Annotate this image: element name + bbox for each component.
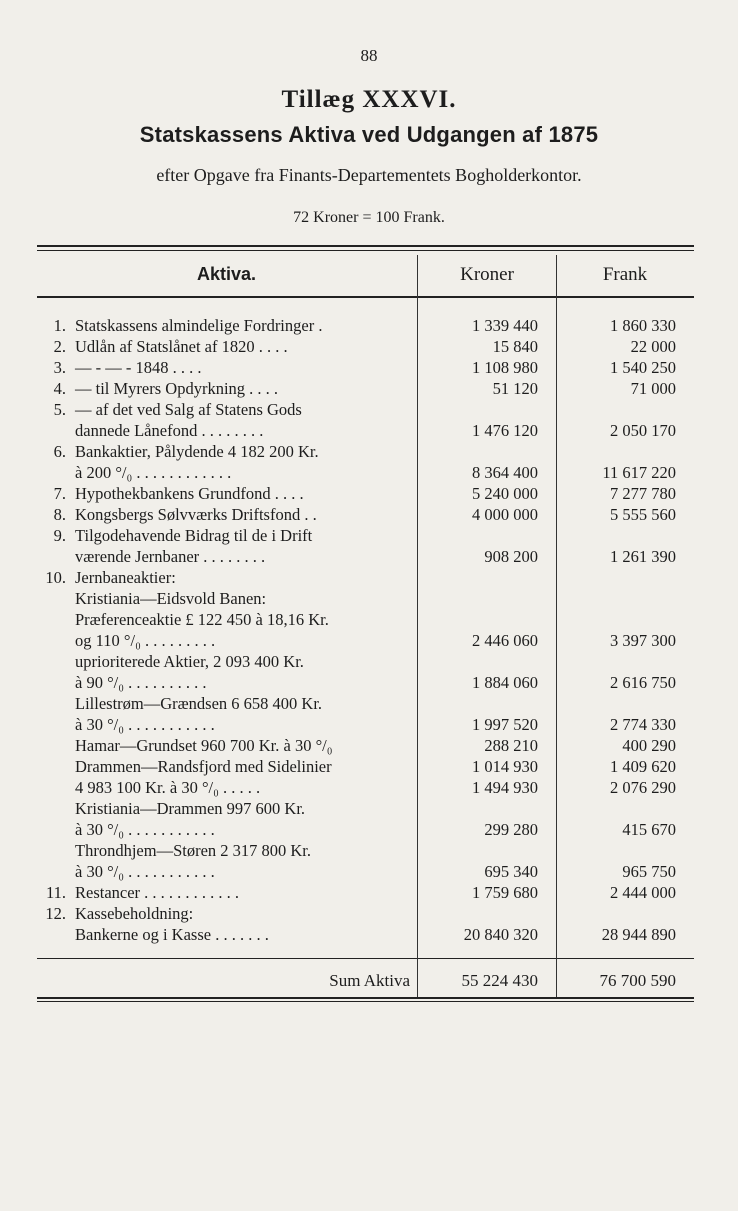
row-kroner: 1 759 680 (472, 883, 538, 902)
row-description: — til Myrers Opdyrkning . . . . (75, 379, 279, 398)
row-number: 5. (53, 400, 66, 419)
subheading: efter Opgave fra Finants-Departementets Bogholderkontor. (156, 165, 582, 185)
row-kroner: 4 000 000 (472, 505, 538, 524)
page-title: Statskassens Aktiva ved Udgangen af 1875 (139, 122, 599, 147)
row-number: 10. (45, 568, 66, 587)
row-description: — af det ved Salg af Statens Gods (75, 400, 302, 419)
table-row (0, 504, 738, 525)
table-row (0, 315, 738, 336)
table-row (0, 819, 738, 840)
row-frank: 3 397 300 (610, 631, 676, 650)
table-row (0, 903, 738, 924)
row-description: Throndhjem—Støren 2 317 800 Kr. (75, 841, 312, 860)
row-kroner: 1 884 060 (472, 673, 538, 692)
row-frank: 415 670 (622, 820, 676, 839)
row-description: værende Jernbaner . . . . . . . . (75, 547, 266, 566)
row-number: 8. (53, 505, 66, 524)
row-frank: 71 000 (630, 379, 676, 398)
row-frank: 1 409 620 (610, 757, 676, 776)
appendix-title: Tillæg XXXVI. (281, 86, 457, 113)
row-kroner: 1 494 930 (472, 778, 538, 797)
row-kroner: 20 840 320 (463, 925, 538, 944)
row-number: 6. (53, 442, 66, 461)
row-frank: 2 076 290 (610, 778, 676, 797)
row-frank: 28 944 890 (601, 925, 676, 944)
row-description: Drammen—Randsfjord med Sidelinier (75, 757, 332, 776)
row-description: og 110 °/₀ . . . . . . . . . (75, 631, 216, 650)
page-number: 88 (360, 46, 378, 65)
row-frank: 5 555 560 (610, 505, 676, 524)
row-frank: 1 540 250 (610, 358, 676, 377)
table-row (0, 462, 738, 483)
row-description: Kristiania—Eidsvold Banen: (75, 589, 267, 608)
bottom-double-rule-1 (37, 997, 694, 999)
column-header-frank: Frank (602, 264, 648, 285)
bottom-double-rule-2 (37, 1001, 694, 1002)
row-kroner: 2 446 060 (472, 631, 538, 650)
table-row (0, 861, 738, 882)
row-description: Kristiania—Drammen 997 600 Kr. (75, 799, 306, 818)
row-description: Restancer . . . . . . . . . . . . (75, 883, 240, 902)
total-row (0, 970, 738, 992)
row-number: 1. (53, 316, 66, 335)
table-row (0, 735, 738, 756)
row-frank: 2 616 750 (610, 673, 676, 692)
row-kroner: 15 840 (492, 337, 538, 356)
row-kroner: 1 014 930 (472, 757, 538, 776)
table-row (0, 336, 738, 357)
row-number: 11. (45, 883, 66, 902)
row-description: à 30 °/₀ . . . . . . . . . . . (75, 862, 215, 881)
row-kroner: 5 240 000 (472, 484, 538, 503)
row-kroner: 1 339 440 (472, 316, 538, 335)
exchange-note: 72 Kroner = 100 Frank. (293, 209, 445, 226)
table-row (0, 609, 738, 630)
row-number: 2. (53, 337, 66, 356)
row-kroner: 695 340 (484, 862, 538, 881)
table-row (0, 378, 738, 399)
row-description: à 30 °/₀ . . . . . . . . . . . (75, 715, 215, 734)
row-kroner: 8 364 400 (472, 463, 538, 482)
row-description: Tilgodehavende Bidrag til de i Drift (75, 526, 313, 545)
table-row (0, 567, 738, 588)
row-description: Kassebeholdning: (75, 904, 194, 923)
table-row (0, 630, 738, 651)
table-row (0, 840, 738, 861)
table-row (0, 357, 738, 378)
row-description: Bankaktier, Pålydende 4 182 200 Kr. (75, 442, 319, 461)
row-description: uprioriterede Aktier, 2 093 400 Kr. (75, 652, 304, 671)
row-description: Hypothekbankens Grundfond . . . . (75, 484, 304, 503)
table-row (0, 756, 738, 777)
row-kroner: 1 997 520 (472, 715, 538, 734)
table-row (0, 693, 738, 714)
table-row (0, 924, 738, 945)
top-double-rule-2 (37, 250, 694, 251)
row-kroner: 1 108 980 (472, 358, 538, 377)
row-description: dannede Lånefond . . . . . . . . (75, 421, 264, 440)
table-row (0, 714, 738, 735)
row-description: à 200 °/₀ . . . . . . . . . . . . (75, 463, 232, 482)
row-frank: 11 617 220 (602, 463, 676, 482)
row-number: 4. (53, 379, 66, 398)
table-row (0, 777, 738, 798)
row-kroner: 908 200 (484, 547, 538, 566)
table-row (0, 483, 738, 504)
table-row (0, 798, 738, 819)
table-row (0, 546, 738, 567)
total-label: Sum Aktiva (329, 971, 410, 990)
row-description: Hamar—Grundset 960 700 Kr. à 30 °/₀ (75, 736, 333, 755)
row-frank: 1 860 330 (610, 316, 676, 335)
column-header-aktiva: Aktiva. (197, 264, 257, 284)
total-kroner: 55 224 430 (461, 971, 538, 990)
row-frank: 965 750 (622, 862, 676, 881)
table-row (0, 525, 738, 546)
row-frank: 2 774 330 (610, 715, 676, 734)
table-row (0, 588, 738, 609)
table-row (0, 882, 738, 903)
table-row (0, 399, 738, 420)
table-row (0, 441, 738, 462)
row-frank: 22 000 (630, 337, 676, 356)
table-row (0, 420, 738, 441)
row-frank: 1 261 390 (610, 547, 676, 566)
row-number: 3. (53, 358, 66, 377)
row-description: Præferenceaktie £ 122 450 à 18,16 Kr. (75, 610, 329, 629)
header-bottom-rule (37, 296, 694, 298)
total-frank: 76 700 590 (599, 971, 676, 990)
row-kroner: 1 476 120 (472, 421, 538, 440)
row-frank: 400 290 (622, 736, 676, 755)
top-double-rule-1 (37, 245, 694, 247)
row-description: Lillestrøm—Grændsen 6 658 400 Kr. (75, 694, 323, 713)
row-number: 9. (53, 526, 66, 545)
row-kroner: 51 120 (492, 379, 538, 398)
row-description: 4 983 100 Kr. à 30 °/₀ . . . . . (75, 778, 261, 797)
row-frank: 7 277 780 (610, 484, 676, 503)
row-description: Udlån af Statslånet af 1820 . . . . (75, 337, 288, 356)
row-description: à 90 °/₀ . . . . . . . . . . (75, 673, 207, 692)
column-header-kroner: Kroner (460, 264, 514, 285)
row-description: — - — - 1848 . . . . (75, 358, 202, 377)
row-description: Kongsbergs Sølvværks Driftsfond . . (75, 505, 317, 524)
table-row (0, 651, 738, 672)
sum-rule (37, 958, 694, 959)
row-description: Statskassens almindelige Fordringer . (75, 316, 323, 335)
row-number: 12. (45, 904, 66, 923)
row-kroner: 288 210 (484, 736, 538, 755)
row-frank: 2 050 170 (610, 421, 676, 440)
row-frank: 2 444 000 (610, 883, 676, 902)
row-description: à 30 °/₀ . . . . . . . . . . . (75, 820, 215, 839)
table-row (0, 672, 738, 693)
row-number: 7. (53, 484, 66, 503)
row-description: Jernbaneaktier: (75, 568, 176, 587)
row-description: Bankerne og i Kasse . . . . . . . (75, 925, 269, 944)
row-kroner: 299 280 (484, 820, 538, 839)
